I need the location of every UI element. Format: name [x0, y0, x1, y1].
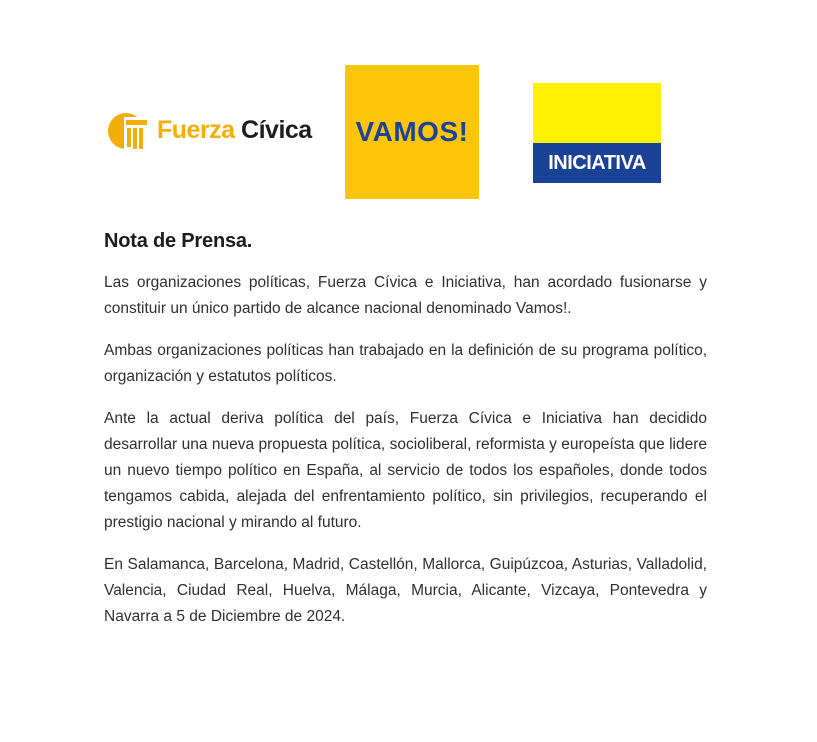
- page-title: Nota de Prensa.: [104, 230, 253, 252]
- civica-text: Cívica: [241, 115, 312, 144]
- paragraph-program-definition: Ambas organizaciones políticas han trabajado en la definición de su programa político, organización y estatutos políticos.: [104, 342, 707, 385]
- vamos-logo: [345, 65, 479, 199]
- fuerza-civica-wordmark: [157, 115, 312, 144]
- paragraph-merger-announcement: Las organizaciones políticas, Fuerza Cívica e Iniciativa, han acordado fusionarse y constituir un único partido de alcance nacional denominado Vamos!.: [104, 274, 707, 317]
- fuerza-text: Fuerza: [157, 115, 235, 144]
- iniciativa-blue-band: [533, 143, 661, 183]
- vamos-wordmark: VAMOS!: [355, 116, 469, 147]
- iniciativa-logo: [533, 83, 661, 183]
- iniciativa-yellow-band: [533, 83, 661, 143]
- fuerza-civica-logo: [106, 108, 312, 152]
- paragraph-political-proposal: Ante la actual deriva política del país, Fuerza Cívica e Iniciativa han decidido desarrollar una nueva propuesta política, socioliberal, reformista y europeísta que lidere un nuevo tiempo político en España, al servicio de todos los españoles, donde todos tengamos cabida, alejada del enfrentamiento político, sin privilegios, recuperando el prestigio nacional y mirando al futuro.: [104, 410, 707, 531]
- column-icon: [106, 108, 150, 152]
- logo-row: [0, 0, 817, 199]
- press-release-body: [0, 229, 817, 630]
- paragraph-cities-and-date: En Salamanca, Barcelona, Madrid, Castellón, Mallorca, Guipúzcoa, Asturias, Valladolid, Valencia, Ciudad Real, Huelva, Málaga, Murcia, Alicante, Vizcaya, Pontevedra y Navarra a 5 de Diciembre de 2024.: [104, 556, 707, 625]
- iniciativa-wordmark: INICIATIVA: [548, 152, 646, 174]
